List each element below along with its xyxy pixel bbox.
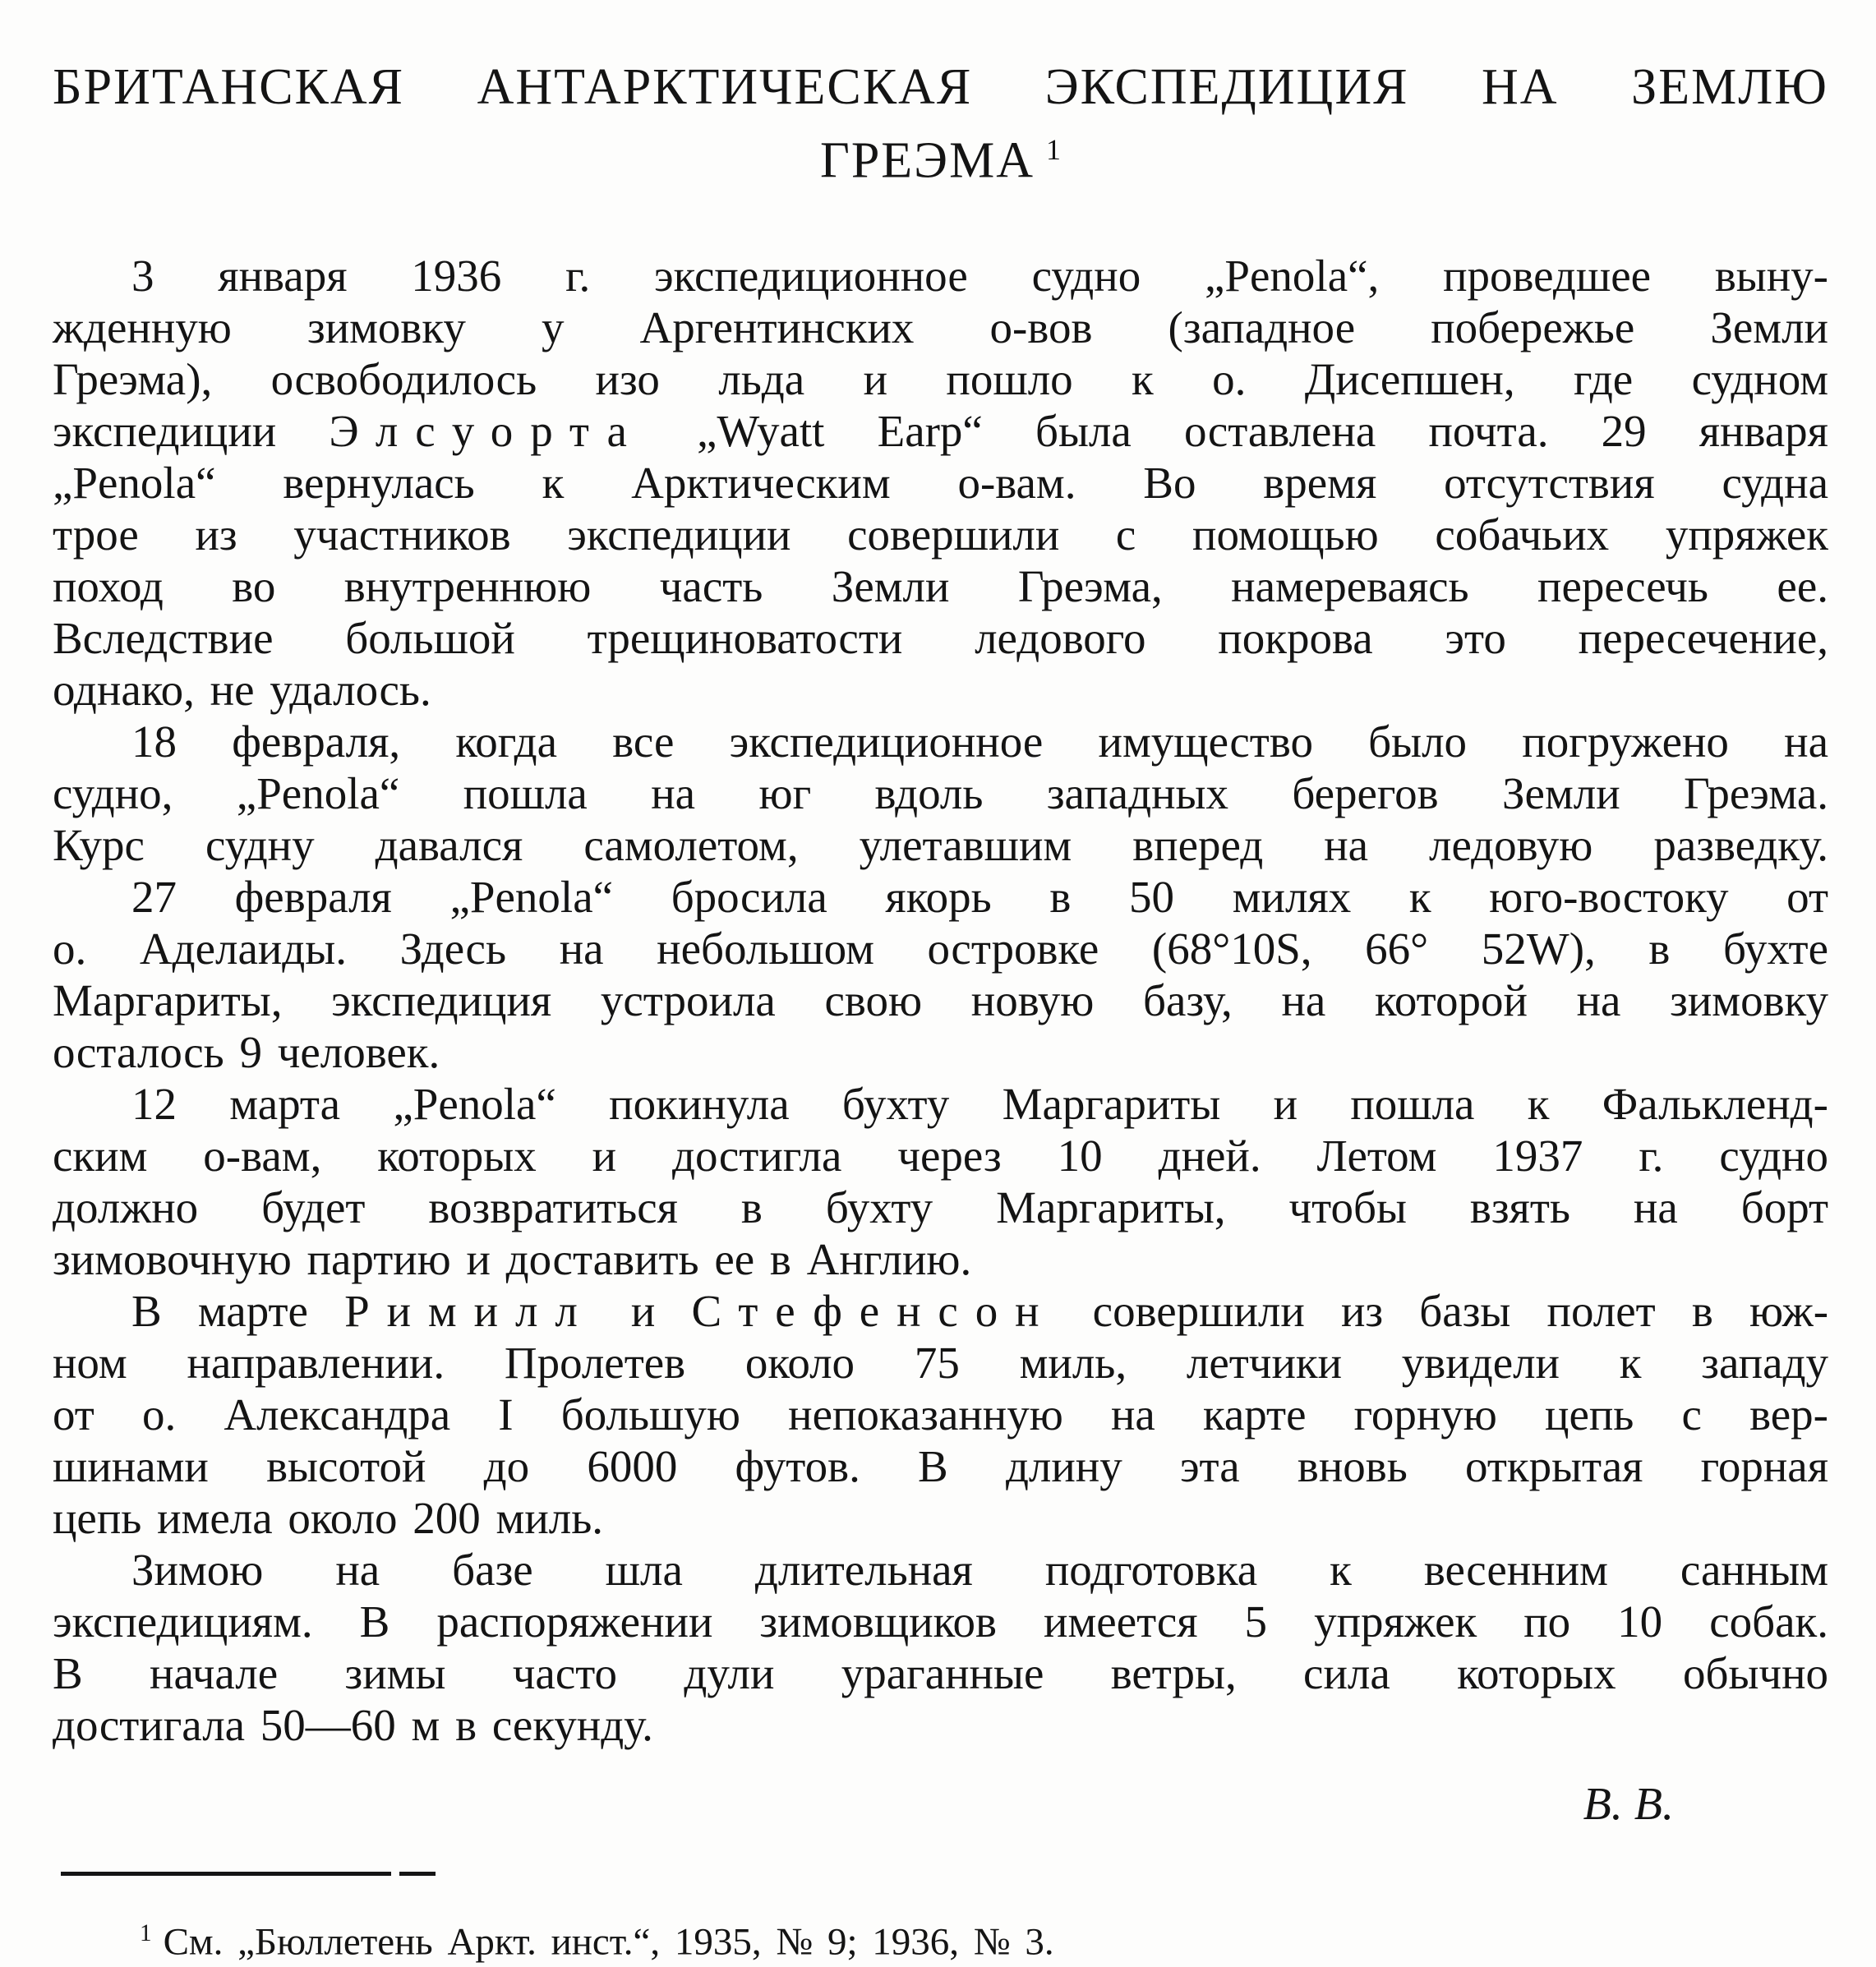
text-line: от о. Александра I большую непоказанную на карте горную цепь с вер- — [53, 1389, 1828, 1440]
letterspaced-name: Стефенсон — [691, 1285, 1057, 1336]
text-line: Маргариты, экспедиция устроила свою новую базу, на которой на зимовку — [53, 974, 1828, 1025]
footnote — [53, 1910, 1828, 1965]
text-line: шинами высотой до 6000 футов. В длину эта вновь открытая горная — [53, 1440, 1828, 1491]
text-line: 18 февраля, когда все экспедиционное имущество было погружено на — [131, 716, 1828, 767]
footnote-rule-dash — [399, 1872, 436, 1876]
text-line: 27 февраля „Penola“ бросила якорь в 50 милях к юго-востоку от — [131, 871, 1828, 922]
text-line: Курс судну давался самолетом, улетавшим вперед на ледовую разведку. — [53, 819, 1828, 870]
text-line: поход во внутреннюю часть Земли Греэма, намереваясь пересечь ее. — [53, 560, 1828, 611]
footnote-rule-segment — [61, 1872, 391, 1876]
text-line: Греэма), освободилось изо льда и пошло к о. Дисепшен, где судном — [53, 353, 1828, 404]
footnote-reference-marker: 1 — [1046, 133, 1061, 166]
article-body — [53, 250, 1828, 1751]
paragraph — [53, 250, 1828, 716]
article-title — [53, 58, 1828, 191]
text-line: цепь имела около 200 миль. — [53, 1492, 604, 1543]
text-line: 12 марта „Penola“ покинула бухту Маргариты и пошла к Фалькленд- — [131, 1078, 1828, 1129]
text-line: экспедиции Элсуорта „Wyatt Earp“ была оставлена почта. 29 января — [53, 405, 1828, 456]
text-line: В марте Римилл и Стефенсон совершили из базы полет в юж- — [131, 1285, 1829, 1336]
footnote-marker: 1 — [140, 1919, 152, 1946]
text-line: Вследствие большой трещиноватости ледового покрова это пересечение, — [53, 612, 1828, 663]
text-line: осталось 9 человек. — [53, 1026, 440, 1077]
text-line: достигала 50—60 м в секунду. — [53, 1699, 653, 1750]
text-line: экспедициям. В распоряжении зимовщиков имеется 5 упряжек по 10 собак. — [53, 1596, 1828, 1647]
text-line: 3 января 1936 г. экспедиционное судно „Penola“, проведшее выну- — [131, 250, 1828, 301]
text-line: В начале зимы часто дули ураганные ветры, сила которых обычно — [53, 1647, 1828, 1698]
text-line: трое из участников экспедиции совершили с помощью собачьих упряжек — [53, 509, 1828, 560]
paragraph — [53, 716, 1828, 871]
text-line: Зимою на базе шла длительная подготовка к весенним санным — [131, 1544, 1828, 1595]
text-line: „Penola“ вернулась к Арктическим о-вам. Во время отсутствия судна — [53, 457, 1828, 508]
text-line: однако, не удалось. — [53, 664, 431, 715]
text-line: о. Аделаиды. Здесь на небольшом островке (68°10S, 66° 52W), в бухте — [53, 923, 1828, 974]
article-title-line2 — [53, 120, 1828, 191]
footnote-separator — [61, 1872, 1828, 1876]
paragraph — [53, 1285, 1828, 1544]
text-line: зимовочную партию и доставить ее в Англию. — [53, 1233, 972, 1284]
paragraph — [53, 1544, 1828, 1751]
text-line: ном направлении. Пролетев около 75 миль, летчики увидели к западу — [53, 1337, 1828, 1388]
author-initials: В. В. — [1583, 1778, 1674, 1830]
text-line: ским о-вам, которых и достигла через 10 дней. Летом 1937 г. судно — [53, 1130, 1828, 1181]
paragraph — [53, 871, 1828, 1078]
article-title-line1: БРИТАНСКАЯ АНТАРКТИЧЕСКАЯ ЭКСПЕДИЦИЯ НА ЗЕМЛЮ — [53, 59, 1828, 115]
text-line: судно, „Penola“ пошла на юг вдоль западных берегов Земли Греэма. — [53, 767, 1828, 818]
text-line: должно будет возвратиться в бухту Маргариты, чтобы взять на борт — [53, 1182, 1828, 1232]
text-line: жденную зимовку у Аргентинских о-вов (западное побережье Земли — [53, 302, 1828, 352]
footnote-text: См. „Бюллетень Аркт. инст.“, 1935, № 9; 1936, № 3. — [163, 1920, 1054, 1964]
paragraph — [53, 1078, 1828, 1285]
letterspaced-name: Элсуорта — [329, 405, 644, 456]
letterspaced-name: Римилл — [344, 1285, 595, 1336]
article-title-word: ГРЕЭМА — [819, 132, 1035, 189]
